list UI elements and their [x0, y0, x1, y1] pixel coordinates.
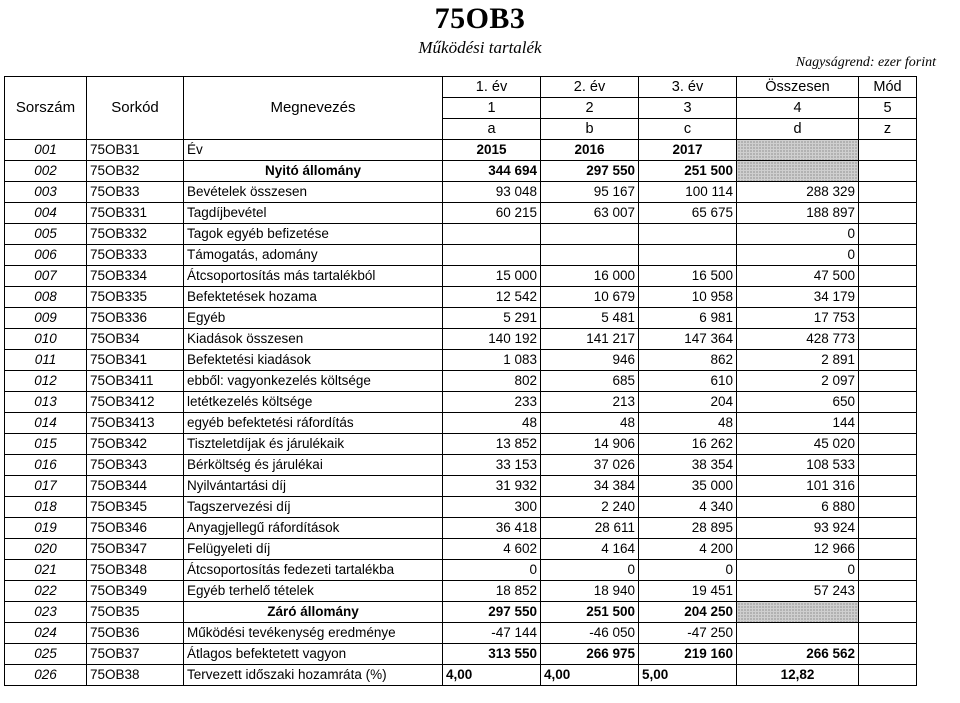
table-row [5, 434, 917, 455]
row-value-year-3: 4 340 [639, 497, 737, 518]
row-value-mod [859, 392, 917, 413]
row-value-mod [859, 434, 917, 455]
row-value-total [737, 161, 859, 182]
row-value-year-2: 48 [541, 413, 639, 434]
row-code: 75OB35 [87, 602, 184, 623]
row-value-mod [859, 413, 917, 434]
row-value-year-2: 2 240 [541, 497, 639, 518]
table-row [5, 350, 917, 371]
row-code: 75OB331 [87, 203, 184, 224]
row-code: 75OB332 [87, 224, 184, 245]
table-row [5, 287, 917, 308]
row-value-year-2: 2016 [541, 140, 639, 161]
row-value-mod [859, 245, 917, 266]
row-number: 016 [5, 455, 87, 476]
row-value-year-3: 19 451 [639, 581, 737, 602]
row-value-year-1: 48 [443, 413, 541, 434]
row-value-year-3: 6 981 [639, 308, 737, 329]
row-value-year-3: 35 000 [639, 476, 737, 497]
header-year-1: 1. év [443, 77, 541, 98]
row-value-year-1: 5 291 [443, 308, 541, 329]
row-value-mod [859, 308, 917, 329]
row-number: 014 [5, 413, 87, 434]
row-value-mod [859, 140, 917, 161]
row-value-total: 188 897 [737, 203, 859, 224]
header-colnum-4: 4 [737, 98, 859, 119]
row-code: 75OB342 [87, 434, 184, 455]
header-colletter-a: a [443, 119, 541, 140]
row-value-year-2: 95 167 [541, 182, 639, 203]
row-number: 019 [5, 518, 87, 539]
row-value-year-3: 219 160 [639, 644, 737, 665]
row-value-total [737, 602, 859, 623]
row-code: 75OB348 [87, 560, 184, 581]
row-number: 021 [5, 560, 87, 581]
header-year-2: 2. év [541, 77, 639, 98]
row-value-total: 6 880 [737, 497, 859, 518]
row-value-year-3: 100 114 [639, 182, 737, 203]
row-number: 015 [5, 434, 87, 455]
table-row [5, 560, 917, 581]
row-value-year-1: 12 542 [443, 287, 541, 308]
table-row [5, 161, 917, 182]
table-row [5, 581, 917, 602]
row-value-year-2: 946 [541, 350, 639, 371]
row-code: 75OB31 [87, 140, 184, 161]
row-code: 75OB349 [87, 581, 184, 602]
row-value-mod [859, 539, 917, 560]
row-value-year-1: 1 083 [443, 350, 541, 371]
row-value-mod [859, 455, 917, 476]
row-value-year-3: 10 958 [639, 287, 737, 308]
header-colnum-3: 3 [639, 98, 737, 119]
row-value-total: 650 [737, 392, 859, 413]
row-value-total: 266 562 [737, 644, 859, 665]
row-value-year-2: 0 [541, 560, 639, 581]
row-code: 75OB344 [87, 476, 184, 497]
row-code: 75OB3413 [87, 413, 184, 434]
row-value-mod [859, 560, 917, 581]
table-row [5, 644, 917, 665]
row-value-year-1: 300 [443, 497, 541, 518]
table-row [5, 203, 917, 224]
row-value-year-1: 0 [443, 560, 541, 581]
header-sorkod: Sorkód [87, 77, 184, 140]
row-value-mod [859, 497, 917, 518]
row-name: egyéb befektetési ráfordítás [184, 413, 443, 434]
row-number: 006 [5, 245, 87, 266]
row-value-year-2: 10 679 [541, 287, 639, 308]
row-value-total: 93 924 [737, 518, 859, 539]
header-megnevezes: Megnevezés [184, 77, 443, 140]
row-number: 013 [5, 392, 87, 413]
row-value-year-2: 14 906 [541, 434, 639, 455]
header-colnum-5: 5 [859, 98, 917, 119]
row-value-total: 0 [737, 224, 859, 245]
row-value-year-2: 266 975 [541, 644, 639, 665]
row-value-year-3: 862 [639, 350, 737, 371]
table-row [5, 497, 917, 518]
row-code: 75OB343 [87, 455, 184, 476]
row-value-mod [859, 224, 917, 245]
row-name: Bérköltség és járulékai [184, 455, 443, 476]
header-row-years [5, 77, 917, 98]
row-name: Tagok egyéb befizetése [184, 224, 443, 245]
row-value-year-1: 33 153 [443, 455, 541, 476]
row-value-year-2: 685 [541, 371, 639, 392]
row-value-year-3: 16 500 [639, 266, 737, 287]
row-number: 026 [5, 665, 87, 686]
row-value-year-1: 36 418 [443, 518, 541, 539]
row-name: Év [184, 140, 443, 161]
row-code: 75OB38 [87, 665, 184, 686]
row-value-year-2: 18 940 [541, 581, 639, 602]
row-value-total: 47 500 [737, 266, 859, 287]
row-code: 75OB341 [87, 350, 184, 371]
row-value-year-3: 0 [639, 560, 737, 581]
row-value-year-1: 4 602 [443, 539, 541, 560]
table-row [5, 413, 917, 434]
row-value-year-1 [443, 224, 541, 245]
row-number: 018 [5, 497, 87, 518]
row-number: 017 [5, 476, 87, 497]
table-row [5, 182, 917, 203]
row-value-year-2: 63 007 [541, 203, 639, 224]
row-name: Záró állomány [184, 602, 443, 623]
row-name: Tiszteletdíjak és járulékaik [184, 434, 443, 455]
row-value-year-1: 13 852 [443, 434, 541, 455]
row-value-year-3 [639, 224, 737, 245]
row-name: Átlagos befektetett vagyon [184, 644, 443, 665]
row-value-total: 144 [737, 413, 859, 434]
row-name: Támogatás, adomány [184, 245, 443, 266]
row-value-mod [859, 371, 917, 392]
row-value-year-1: 4,00 [443, 665, 541, 686]
row-value-year-1: -47 144 [443, 623, 541, 644]
row-value-year-1: 18 852 [443, 581, 541, 602]
row-name: Tagszervezési díj [184, 497, 443, 518]
row-code: 75OB347 [87, 539, 184, 560]
row-value-mod [859, 644, 917, 665]
row-name: Egyéb terhelő tételek [184, 581, 443, 602]
header-colnum-2: 2 [541, 98, 639, 119]
table-row [5, 665, 917, 686]
row-value-year-3: 204 250 [639, 602, 737, 623]
row-value-year-3: 204 [639, 392, 737, 413]
row-name: Nyilvántartási díj [184, 476, 443, 497]
row-value-year-2: 141 217 [541, 329, 639, 350]
table-row [5, 245, 917, 266]
row-name: ebből: vagyonkezelés költsége [184, 371, 443, 392]
table-row [5, 476, 917, 497]
row-value-year-3: 251 500 [639, 161, 737, 182]
header-mod: Mód [859, 77, 917, 98]
row-value-total: 45 020 [737, 434, 859, 455]
row-name: Átcsoportosítás fedezeti tartalékba [184, 560, 443, 581]
row-value-mod [859, 350, 917, 371]
row-value-year-2: 34 384 [541, 476, 639, 497]
row-name: Kiadások összesen [184, 329, 443, 350]
row-value-year-3: 2017 [639, 140, 737, 161]
row-value-mod [859, 518, 917, 539]
row-value-total: 2 891 [737, 350, 859, 371]
header-sorszam: Sorszám [5, 77, 87, 140]
row-value-mod [859, 287, 917, 308]
row-value-year-1: 93 048 [443, 182, 541, 203]
row-number: 012 [5, 371, 87, 392]
row-number: 020 [5, 539, 87, 560]
row-value-mod [859, 581, 917, 602]
row-value-year-1: 313 550 [443, 644, 541, 665]
row-value-total: 108 533 [737, 455, 859, 476]
row-name: Nyitó állomány [184, 161, 443, 182]
row-value-year-2 [541, 245, 639, 266]
row-number: 002 [5, 161, 87, 182]
row-value-mod [859, 161, 917, 182]
row-number: 024 [5, 623, 87, 644]
row-value-total: 0 [737, 560, 859, 581]
row-value-total [737, 140, 859, 161]
row-value-year-1: 15 000 [443, 266, 541, 287]
table-row [5, 371, 917, 392]
row-value-year-1: 2015 [443, 140, 541, 161]
row-value-year-2: 297 550 [541, 161, 639, 182]
row-name: Bevételek összesen [184, 182, 443, 203]
row-value-mod [859, 602, 917, 623]
row-number: 001 [5, 140, 87, 161]
row-name: Átcsoportosítás más tartalékból [184, 266, 443, 287]
row-value-year-3: 16 262 [639, 434, 737, 455]
row-code: 75OB3411 [87, 371, 184, 392]
header-colletter-z: z [859, 119, 917, 140]
row-value-year-3: 5,00 [639, 665, 737, 686]
row-code: 75OB346 [87, 518, 184, 539]
row-value-total: 12 966 [737, 539, 859, 560]
row-value-year-2 [541, 224, 639, 245]
row-number: 009 [5, 308, 87, 329]
row-value-year-2: 213 [541, 392, 639, 413]
row-name: Egyéb [184, 308, 443, 329]
row-name: Befektetési kiadások [184, 350, 443, 371]
row-value-year-1: 31 932 [443, 476, 541, 497]
table-row [5, 308, 917, 329]
row-value-year-1: 60 215 [443, 203, 541, 224]
row-number: 007 [5, 266, 87, 287]
row-name: letétkezelés költsége [184, 392, 443, 413]
row-value-year-2: 16 000 [541, 266, 639, 287]
row-value-year-3 [639, 245, 737, 266]
row-value-total: 34 179 [737, 287, 859, 308]
row-number: 010 [5, 329, 87, 350]
row-value-total: 288 329 [737, 182, 859, 203]
row-name: Tervezett időszaki hozamráta (%) [184, 665, 443, 686]
row-value-total: 57 243 [737, 581, 859, 602]
row-number: 005 [5, 224, 87, 245]
row-value-year-3: 147 364 [639, 329, 737, 350]
row-value-year-3: 610 [639, 371, 737, 392]
row-name: Tagdíjbevétel [184, 203, 443, 224]
row-value-year-3: 38 354 [639, 455, 737, 476]
row-value-year-3: 28 895 [639, 518, 737, 539]
table-row [5, 329, 917, 350]
header-year-3: 3. év [639, 77, 737, 98]
row-code: 75OB345 [87, 497, 184, 518]
header-colletter-d: d [737, 119, 859, 140]
row-value-total: 12,82 [737, 665, 859, 686]
row-value-total: 0 [737, 245, 859, 266]
row-value-year-2: 4,00 [541, 665, 639, 686]
row-value-year-1: 233 [443, 392, 541, 413]
row-value-year-1 [443, 245, 541, 266]
row-value-total: 428 773 [737, 329, 859, 350]
row-value-total: 101 316 [737, 476, 859, 497]
row-code: 75OB336 [87, 308, 184, 329]
row-value-year-2: 28 611 [541, 518, 639, 539]
table-row [5, 140, 917, 161]
row-value-year-2: -46 050 [541, 623, 639, 644]
header-colnum-1: 1 [443, 98, 541, 119]
row-number: 022 [5, 581, 87, 602]
table-row [5, 266, 917, 287]
table-row [5, 455, 917, 476]
table-row [5, 518, 917, 539]
row-value-total: 17 753 [737, 308, 859, 329]
row-name: Működési tevékenység eredménye [184, 623, 443, 644]
table-row [5, 623, 917, 644]
operating-reserve-table [4, 76, 917, 686]
row-value-mod [859, 623, 917, 644]
row-code: 75OB34 [87, 329, 184, 350]
row-value-mod [859, 182, 917, 203]
row-number: 011 [5, 350, 87, 371]
row-value-mod [859, 476, 917, 497]
row-name: Befektetések hozama [184, 287, 443, 308]
table-row [5, 602, 917, 623]
page-subtitle: Működési tartalék [418, 38, 542, 57]
row-value-total: 2 097 [737, 371, 859, 392]
header-colletter-b: b [541, 119, 639, 140]
row-value-year-2: 4 164 [541, 539, 639, 560]
row-code: 75OB33 [87, 182, 184, 203]
row-value-year-3: -47 250 [639, 623, 737, 644]
row-code: 75OB32 [87, 161, 184, 182]
row-value-mod [859, 203, 917, 224]
table-row [5, 224, 917, 245]
row-value-year-1: 344 694 [443, 161, 541, 182]
row-code: 75OB37 [87, 644, 184, 665]
row-code: 75OB333 [87, 245, 184, 266]
row-value-year-3: 65 675 [639, 203, 737, 224]
row-number: 003 [5, 182, 87, 203]
row-value-year-2: 5 481 [541, 308, 639, 329]
page-title: 75OB3 [434, 2, 526, 35]
row-value-mod [859, 665, 917, 686]
row-value-year-2: 37 026 [541, 455, 639, 476]
row-value-year-2: 251 500 [541, 602, 639, 623]
header-total: Összesen [737, 77, 859, 98]
row-number: 004 [5, 203, 87, 224]
row-value-year-1: 802 [443, 371, 541, 392]
row-number: 023 [5, 602, 87, 623]
row-value-mod [859, 266, 917, 287]
row-value-year-1: 297 550 [443, 602, 541, 623]
row-value-total [737, 623, 859, 644]
unit-note: Nagyságrend: ezer forint [795, 55, 936, 70]
row-value-year-3: 48 [639, 413, 737, 434]
row-value-year-3: 4 200 [639, 539, 737, 560]
row-value-year-1: 140 192 [443, 329, 541, 350]
row-code: 75OB3412 [87, 392, 184, 413]
table-row [5, 392, 917, 413]
row-number: 008 [5, 287, 87, 308]
row-value-mod [859, 329, 917, 350]
row-code: 75OB334 [87, 266, 184, 287]
row-name: Anyagjellegű ráfordítások [184, 518, 443, 539]
row-code: 75OB36 [87, 623, 184, 644]
row-number: 025 [5, 644, 87, 665]
row-code: 75OB335 [87, 287, 184, 308]
table-row [5, 539, 917, 560]
row-name: Felügyeleti díj [184, 539, 443, 560]
header-colletter-c: c [639, 119, 737, 140]
